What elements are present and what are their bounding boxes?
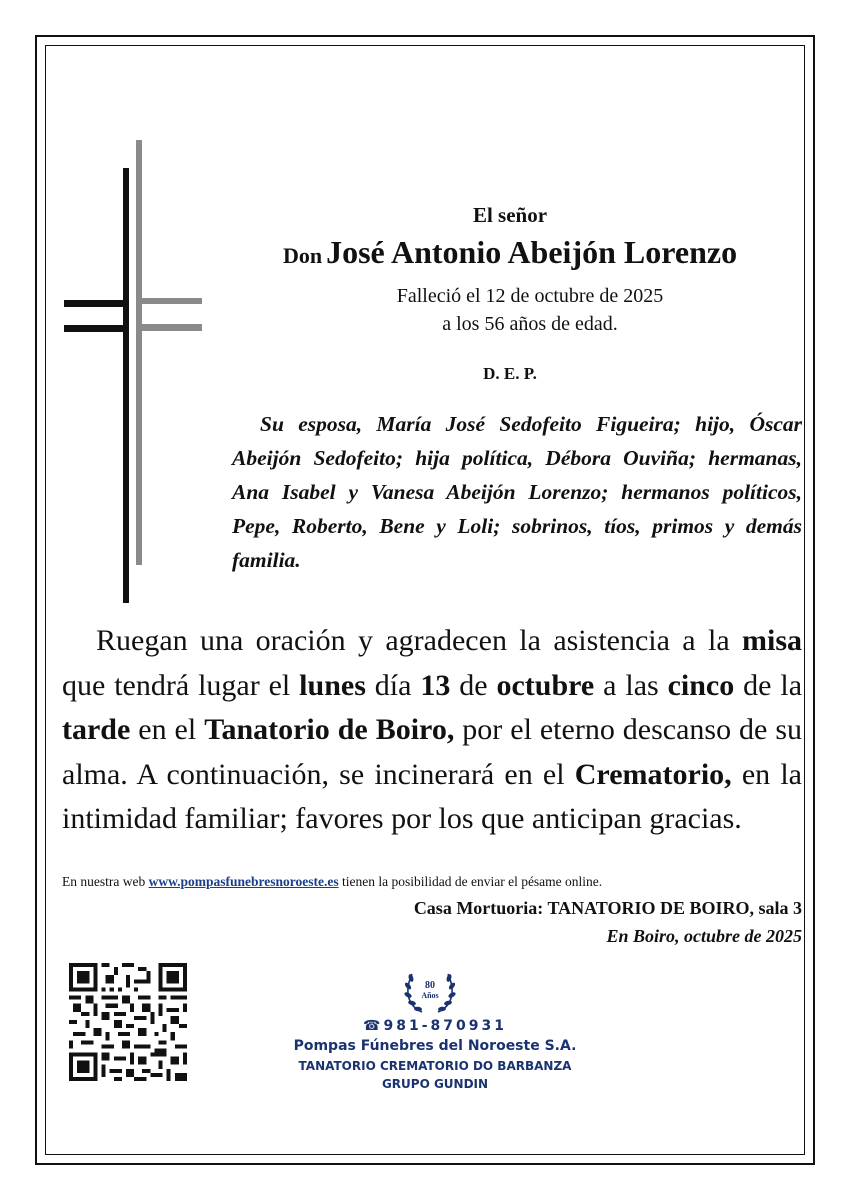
text-part: de la bbox=[734, 668, 803, 702]
web-note bbox=[62, 874, 802, 890]
text-part: en la intimidad familiar; favores por los que anticipan gracias. bbox=[62, 757, 802, 835]
company-line3: GRUPO GUNDIN bbox=[381, 1077, 489, 1091]
qr-code-icon bbox=[68, 963, 188, 1081]
web-note-prefix: En nuestra web bbox=[62, 874, 149, 889]
title-prefix: El señor bbox=[472, 203, 548, 227]
death-date: Falleció el 12 de octubre de 2025 bbox=[396, 285, 664, 307]
text-part: de bbox=[450, 668, 497, 702]
text-bold: lunes bbox=[299, 668, 366, 702]
text-bold: cinco bbox=[667, 668, 735, 702]
company-line2: TANATORIO CREMATORIO DO BARBANZA bbox=[298, 1059, 572, 1073]
age: a los 56 años de edad. bbox=[442, 313, 618, 335]
phone-number: 981-870931 bbox=[383, 1018, 507, 1034]
rip: D. E. P. bbox=[483, 364, 537, 383]
text-part: en el bbox=[130, 713, 205, 746]
company-name: Pompas Fúnebres del Noroeste S.A. bbox=[293, 1038, 577, 1054]
phone-icon: ☎ bbox=[363, 1018, 384, 1034]
text-bold: misa bbox=[742, 624, 802, 657]
deceased-name bbox=[200, 234, 820, 271]
anniversary-logo-icon bbox=[400, 964, 460, 1016]
text-part: Ruegan una oración y agradecen la asistencia a la bbox=[96, 624, 742, 657]
web-note-suffix: tienen la posibilidad de enviar el pésame online. bbox=[338, 874, 603, 889]
ceremony-text bbox=[62, 619, 802, 842]
logo-label: Años bbox=[421, 991, 439, 1000]
family-list: Su esposa, María José Sedofeito Figueira; hijo, Óscar Abeijón Sedofeito; hija política, Débora Ouviña; hermanas, Ana Isabel y Vanesa Abeijón Lorenzo; hermanos políticos, Pepe, Roberto, Bene y Loli; sobrinos, tíos, primos y demás familia. bbox=[232, 412, 802, 572]
funeral-home: Casa Mortuoria: TANATORIO DE BOIRO, sala 3 bbox=[413, 898, 802, 918]
full-name: José Antonio Abeijón Lorenzo bbox=[326, 234, 738, 270]
website-link[interactable]: www.pompasfunebresnoroeste.es bbox=[148, 874, 339, 889]
phone-line bbox=[285, 1018, 585, 1034]
place-date: En Boiro, octubre de 2025 bbox=[606, 926, 802, 946]
text-part: por el eterno descanso de su alma. A continuación, se incinerará en el bbox=[62, 713, 803, 791]
text-part: día bbox=[365, 668, 421, 702]
text-bold: octubre bbox=[496, 668, 595, 702]
text-bold: tarde bbox=[62, 713, 131, 746]
text-part: a las bbox=[594, 668, 668, 702]
text-bold: Tanatorio de Boiro, bbox=[204, 713, 455, 746]
logo-number: 80 bbox=[425, 980, 435, 991]
cross-icon bbox=[60, 140, 210, 610]
death-info bbox=[290, 282, 770, 338]
text-part: que tendrá lugar el bbox=[62, 668, 300, 702]
text-bold: Crematorio, bbox=[574, 757, 732, 791]
honorific: Don bbox=[282, 243, 323, 268]
text-bold: 13 bbox=[420, 668, 451, 702]
